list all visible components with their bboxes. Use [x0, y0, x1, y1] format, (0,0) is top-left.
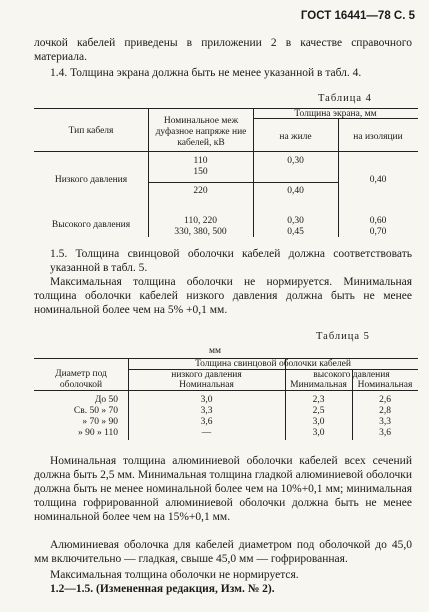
t4-row1-core1: 0,30 [287, 156, 304, 166]
t5-min-2: 3,0 [312, 417, 325, 427]
t4-col-voltage: Номинальное меж дуфазное напряже ние кабелей, кВ [155, 116, 247, 148]
t4-col-insulation: на изоляции [353, 132, 403, 142]
t5-nom-0: 2,6 [379, 395, 391, 405]
paragraph-max: Максимальная толщина оболочки не нормируется. Минимальная толщина оболочки кабелей низкого давления должна быть не менее номинальной более чем на 5% +0,1 мм. [34, 276, 412, 316]
t5-low-3: — [201, 428, 212, 438]
t5-min-3: 3,0 [312, 428, 325, 438]
paragraph-1-4: 1.4. Толщина экрана должна быть не менее указанной в табл. 4. [50, 67, 362, 79]
t4-row2-v2: 330, 380, 500 [174, 227, 227, 237]
paragraph-aluminium-2: Алюминиевая оболочка для кабелей диаметром под оболочкой до 45,0 мм включительно — гладкая, свыше 45,0 мм — гофрированная. [34, 539, 412, 565]
t4-row2-ins1: 0,60 [369, 216, 387, 226]
paragraph-max-2: Максимальная толщина оболочки не нормируется. [50, 569, 299, 581]
t5-nom-1: 2,8 [379, 406, 391, 416]
paragraph-1-5: 1.5. Толщина свинцовой оболочки кабелей должна соответствовать указанной в табл. 5. [50, 248, 412, 274]
t4-row2-core1: 0,30 [287, 216, 304, 226]
t5-diam-1: Св. 50 » 70 [73, 406, 118, 416]
t4-row2-type: Высокого давления [51, 220, 131, 230]
t4-col-core: на жиле [279, 132, 312, 142]
paragraph-aluminium: Номинальная толщина алюминиевой оболочки кабелей всех сечений должна быть 2,5 мм. Минимальная толщина гладкой алюминиевой оболочки должна быть не менее номинальной более чем на 10%+0,1 мм; минимальная толщина гофрированной алюминиевой оболочки должна быть не менее номинальной более чем на 15%+0,1 мм. [34, 455, 412, 523]
t5-diam-3: » 90 » 110 [77, 428, 118, 438]
t4-row1-v2: 150 [193, 167, 208, 177]
t5-col-diameter: Диаметр под оболочкой [55, 369, 107, 390]
t5-col-low: низкого давления [171, 370, 242, 380]
t5-nom-3: 3,6 [379, 428, 391, 438]
t5-low-0: 3,0 [200, 395, 213, 405]
table5-label: Таблица 5 [316, 331, 370, 342]
t4-row1-v3: 220 [193, 186, 208, 196]
t5-col-high: высокого давления [313, 370, 390, 380]
t4-row2-ins2: 0,70 [369, 227, 387, 237]
t5-col-min: Минимальная [290, 380, 347, 390]
amendment-note: 1.2—1.5. (Измененная редакция, Изм. № 2). [50, 583, 275, 595]
t4-row2-core2: 0,45 [287, 227, 304, 237]
t5-col-nominal: Номинальная [179, 380, 234, 390]
table4-label: Таблица 4 [318, 93, 372, 104]
t5-min-0: 2,3 [312, 395, 325, 405]
t5-low-2: 3,6 [200, 417, 213, 427]
t5-col-nominal2: Номинальная [357, 380, 413, 390]
t4-col-thickness: Толщина экрана, мм [294, 109, 377, 119]
t4-col-type: Тип кабеля [68, 126, 114, 136]
t5-min-1: 2,5 [312, 406, 325, 416]
intro-text: лочкой кабелей приведены в приложении 2 в качестве справочного материала. [34, 37, 412, 63]
table5-unit: мм [208, 346, 222, 356]
t5-col-thickness: Толщина свинцовой оболочки кабелей [195, 359, 351, 369]
t4-row1-insul: 0,40 [369, 175, 387, 185]
t4-row2-v1: 110, 220 [184, 216, 217, 226]
t5-low-1: 3,3 [200, 406, 213, 416]
t4-row1-core2: 0,40 [287, 186, 304, 196]
t4-row1-v1: 110 [193, 156, 208, 166]
t5-diam-2: » 70 » 90 [82, 417, 118, 427]
t5-nom-2: 3,3 [379, 417, 391, 427]
t4-row1-type: Низкого давления [54, 175, 128, 185]
page-header: ГОСТ 16441—78 С. 5 [300, 10, 415, 22]
t5-diam-0: До 50 [94, 395, 118, 405]
